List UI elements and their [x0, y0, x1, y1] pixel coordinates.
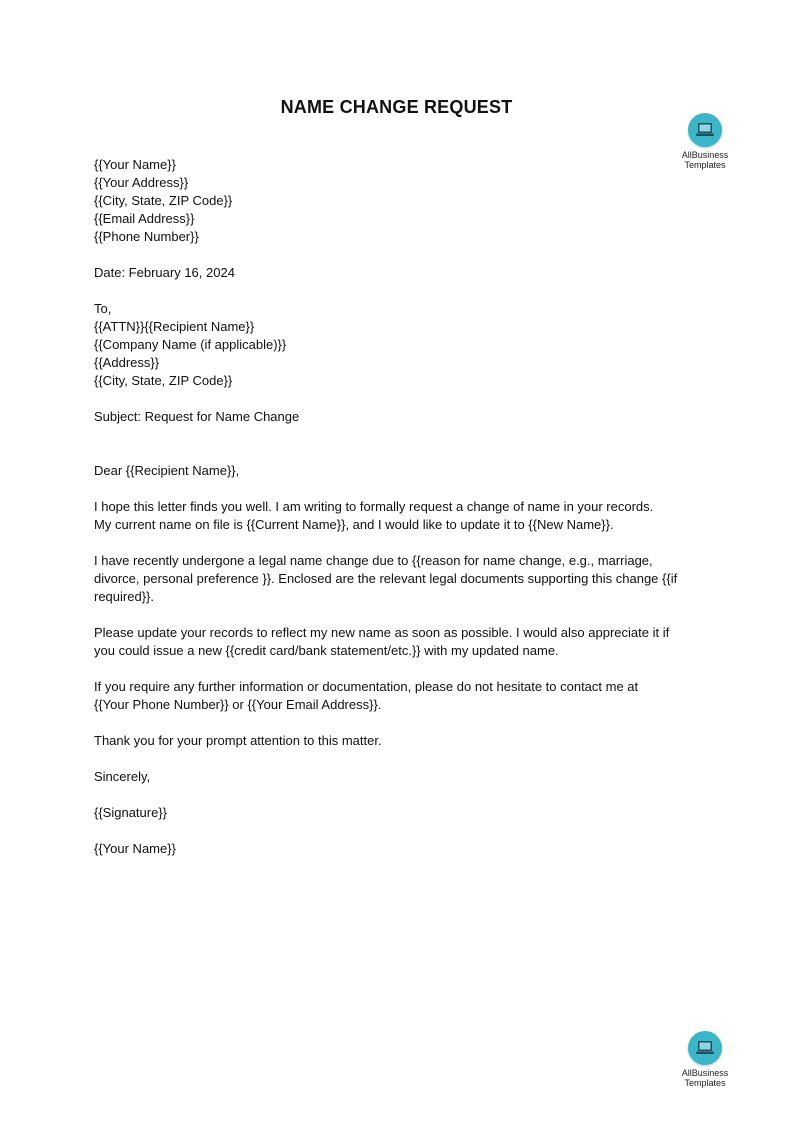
paragraph-3: [94, 624, 704, 660]
salutation: Dear {{Recipient Name}},: [94, 463, 240, 478]
paragraph-line: divorce, personal preference }}. Enclosed are the relevant legal documents supporting this change {{if: [94, 571, 678, 586]
closing-block: [94, 768, 704, 786]
letter-date: Date: February 16, 2024: [94, 265, 235, 280]
recipient-name: {{ATTN}}{{Recipient Name}}: [94, 319, 255, 334]
salutation-block: [94, 462, 704, 480]
sender-phone: {{Phone Number}}: [94, 229, 199, 244]
recipient-to: To,: [94, 301, 112, 316]
paragraph-line: My current name on file is {{Current Name}}, and I would like to update it to {{New Name}}.: [94, 517, 614, 532]
page-title: NAME CHANGE REQUEST: [280, 97, 513, 117]
paragraph-1: [94, 498, 704, 534]
laptop-icon: [695, 1040, 715, 1056]
paragraph-4: [94, 678, 704, 714]
subject-line: Subject: Request for Name Change: [94, 409, 300, 424]
paragraph-line: required}}.: [94, 589, 154, 604]
paragraph-line: {{Your Phone Number}} or {{Your Email Address}}.: [94, 697, 382, 712]
sender-name: {{Your Name}}: [94, 157, 176, 172]
paragraph-2: [94, 552, 704, 606]
paragraph-line: you could issue a new {{credit card/bank statement/etc.}} with my updated name.: [94, 643, 559, 658]
sender-city: {{City, State, ZIP Code}}: [94, 193, 233, 208]
logo-line1: AllBusiness: [681, 150, 729, 160]
paragraph-line: I have recently undergone a legal name change due to {{reason for name change, e.g., marriage,: [94, 553, 653, 568]
logo-line1: AllBusiness: [681, 1068, 729, 1078]
signoff-name: {{Your Name}}: [94, 841, 176, 856]
laptop-icon: [695, 122, 715, 138]
logo-circle: [688, 1031, 722, 1065]
paragraph-line: I hope this letter finds you well. I am writing to formally request a change of name in your records.: [94, 499, 654, 514]
paragraph-line: Thank you for your prompt attention to this matter.: [94, 733, 382, 748]
paragraph-line: If you require any further information or documentation, please do not hesitate to contact me at: [94, 679, 639, 694]
logo-circle: [688, 113, 722, 147]
sender-address: [94, 156, 704, 246]
recipient-company: {{Company Name (if applicable)}}: [94, 337, 287, 352]
sender-email: {{Email Address}}: [94, 211, 195, 226]
signature-block: [94, 804, 704, 822]
logo-bottom: [675, 1031, 735, 1088]
sender-address-line: {{Your Address}}: [94, 175, 189, 190]
recipient-city: {{City, State, ZIP Code}}: [94, 373, 233, 388]
recipient-address: [94, 300, 704, 390]
closing: Sincerely,: [94, 769, 151, 784]
logo-text: [675, 1068, 735, 1088]
logo-line2: Templates: [684, 160, 726, 170]
paragraph-5: [94, 732, 704, 750]
date-block: [94, 264, 704, 282]
logo-line2: Templates: [684, 1078, 726, 1088]
signoff-block: [94, 840, 704, 858]
letter-body: [94, 156, 704, 876]
subject-block: [94, 408, 704, 426]
recipient-address-line: {{Address}}: [94, 355, 160, 370]
signature: {{Signature}}: [94, 805, 168, 820]
paragraph-line: Please update your records to reflect my new name as soon as possible. I would also appreciate it if: [94, 625, 670, 640]
